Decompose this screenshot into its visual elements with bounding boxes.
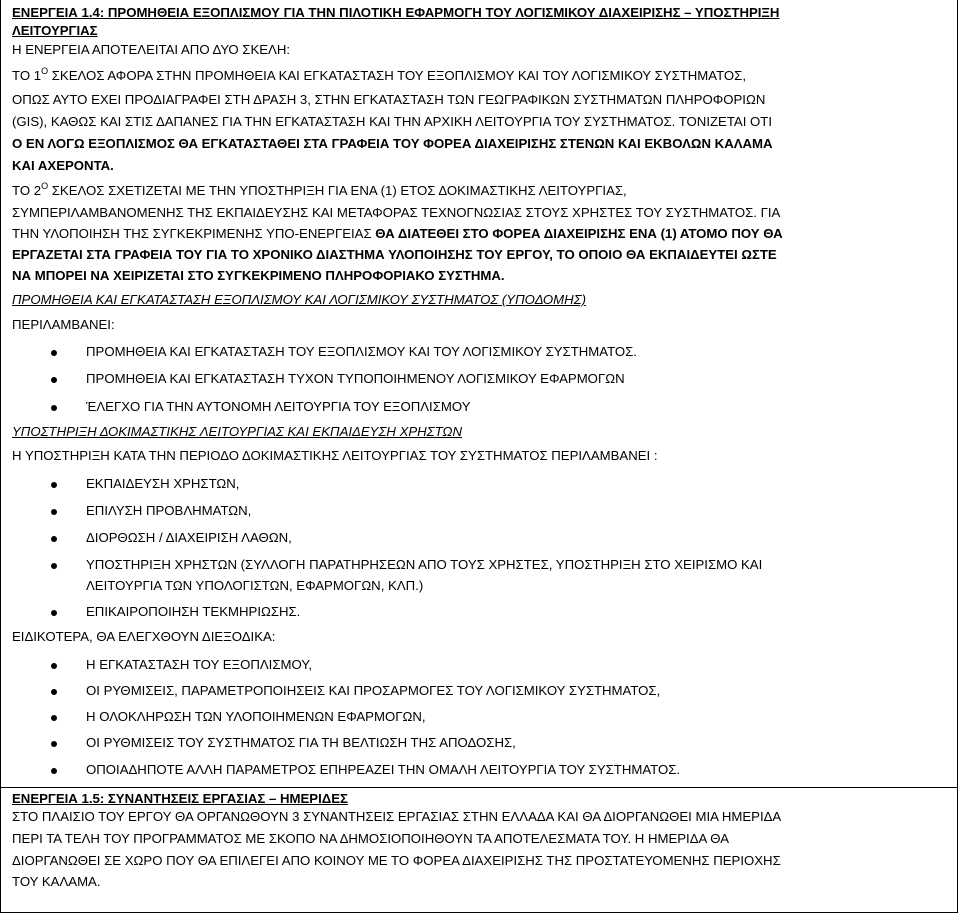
subsection-support-title: ΥΠΟΣΤΗΡΙΞΗ ΔΟΚΙΜΑΣΤΙΚΗΣ ΛΕΙΤΟΥΡΓΙΑΣ ΚΑΙ ΕΚΠΑΙΔΕΥΣΗ ΧΡΗΣΤΩΝ xyxy=(12,424,462,439)
support-list-item-continuation: ΛΕΙΤΟΥΡΓΙΑ ΤΩΝ ΥΠΟΛΟΓΙΣΤΩΝ, ΕΦΑΡΜΟΓΩΝ, ΚΛΠ.) xyxy=(86,577,424,593)
subsection-support-intro: Η ΥΠΟΣΤΗΡΙΞΗ ΚΑΤΑ ΤΗΝ ΠΕΡΙΟΔΟ ΔΟΚΙΜΑΣΤΙΚΗΣ ΛΕΙΤΟΥΡΓΙΑΣ ΤΟΥ ΣΥΣΤΗΜΑΤΟΣ ΠΕΡΙΛΑΜΒΑΝΕΙ : xyxy=(12,448,658,463)
part2-line-3 xyxy=(12,224,947,245)
checks-list-item: Η ΟΛΟΚΛΗΡΩΣΗ ΤΩΝ ΥΛΟΠΟΙΗΜΕΝΩΝ ΕΦΑΡΜΟΓΩΝ, xyxy=(54,707,874,728)
part1-bold-line-1: Ο ΕΝ ΛΟΓΩ ΕΞΟΠΛΙΣΜΟΣ ΘΑ ΕΓΚΑΤΑΣΤΑΘΕΙ ΣΤΑ ΓΡΑΦΕΙΑ ΤΟΥ ΦΟΡΕΑ ΔΙΑΧΕΙΡΙΣΗΣ ΣΤΕΝΩΝ ΚΑΙ ΕΚΒΟΛΩΝ ΚΑΛΑΜΑ xyxy=(12,136,773,151)
part2-bold-line-1: ΕΡΓΑΖΕΤΑΙ ΣΤΑ ΓΡΑΦΕΙΑ ΤΟΥ ΓΙΑ ΤΟ ΧΡΟΝΙΚΟ ΔΙΑΣΤΗΜΑ ΥΛΟΠΟΙΗΣΗΣ ΤΟΥ ΕΡΓΟΥ, ΤΟ ΟΠΟΙΟ ΘΑ ΕΚΠΑΙΔΕΥΤΕΙ ΩΣΤΕ xyxy=(12,247,777,262)
part2-line-3-bold: ΘΑ ΔΙΑΤΕΘΕΙ ΣΤΟ ΦΟΡΕΑ ΔΙΑΧΕΙΡΙΣΗΣ ΕΝΑ (1) ΑΤΟΜΟ ΠΟΥ ΘΑ xyxy=(375,226,783,241)
support-list-item: ΕΚΠΑΙΔΕΥΣΗ ΧΡΗΣΤΩΝ, xyxy=(54,474,874,495)
bullet-icon xyxy=(51,741,57,747)
part2-bold-line-2: ΝΑ ΜΠΟΡΕΙ ΝΑ ΧΕΙΡΙΖΕΤΑΙ ΣΤΟ ΣΥΓΚΕΚΡΙΜΕΝΟ ΠΛΗΡΟΦΟΡΙΑΚΟ ΣΥΣΤΗΜΑ. xyxy=(12,268,505,283)
part2-prefix: ΤΟ 2 xyxy=(12,183,42,198)
activity-1-4-heading-line-2: ΛΕΙΤΟΥΡΓΙΑΣ xyxy=(12,23,98,38)
part2-line-1-text: ΣΚΕΛΟΣ ΣΧΕΤΙΖΕΤΑΙ ΜΕ ΤΗΝ ΥΠΟΣΤΗΡΙΞΗ ΓΙΑ ΕΝΑ (1) ΕΤΟΣ ΔΟΚΙΜΑΣΤΙΚΗΣ ΛΕΙΤΟΥΡΓΙΑΣ, xyxy=(48,183,627,198)
bullet-icon xyxy=(51,663,57,669)
checks-list-item: ΟΙ ΡΥΘΜΙΣΕΙΣ, ΠΑΡΑΜΕΤΡΟΠΟΙΗΣΕΙΣ ΚΑΙ ΠΡΟΣΑΡΜΟΓΕΣ ΤΟΥ ΛΟΓΙΣΜΙΚΟΥ ΣΥΣΤΗΜΑΤΟΣ, xyxy=(54,681,874,702)
procurement-list-item: ΈΛΕΓΧΟ ΓΙΑ ΤΗΝ ΑΥΤΟΝΟΜΗ ΛΕΙΤΟΥΡΓΙΑ ΤΟΥ ΕΞΟΠΛΙΣΜΟΥ xyxy=(54,397,874,418)
activity-1-4-cell xyxy=(1,0,957,788)
bullet-icon xyxy=(51,350,57,356)
subsection-checks-intro: ΕΙΔΙΚΟΤΕΡΑ, ΘΑ ΕΛΕΓΧΘΟΥΝ ΔΙΕΞΟΔΙΚΑ: xyxy=(12,629,276,644)
bullet-icon xyxy=(51,715,57,721)
activity-1-5-line-2: ΠΕΡΙ ΤΑ ΤΕΛΗ ΤΟΥ ΠΡΟΓΡΑΜΜΑΤΟΣ ΜΕ ΣΚΟΠΟ ΝΑ ΔΗΜΟΣΙΟΠΟΙΗΘΟΥΝ ΤΑ ΑΠΟΤΕΛΕΣΜΑΤΑ ΤΟΥ. Η ΗΜΕΡΙΔΑ ΘΑ xyxy=(12,831,730,846)
activity-1-5-line-4: ΤΟΥ ΚΑΛΑΜΑ. xyxy=(12,874,101,889)
bullet-icon xyxy=(51,482,57,488)
support-list-item: ΥΠΟΣΤΗΡΙΞΗ ΧΡΗΣΤΩΝ (ΣΥΛΛΟΓΗ ΠΑΡΑΤΗΡΗΣΕΩΝ ΑΠΟ ΤΟΥΣ ΧΡΗΣΤΕΣ, ΥΠΟΣΤΗΡΙΞΗ ΣΤΟ ΧΕΙΡΙΣΜΟ ΚΑΙ ΛΕΙΤΟΥΡΓΙΑ ΤΩΝ ΥΠΟΛΟΓΙΣΤΩΝ, ΕΦΑΡΜΟΓΩΝ, ΚΛΠ.) xyxy=(54,555,874,596)
part2-line-2: ΣΥΜΠΕΡΙΛΑΜΒΑΝΟΜΕΝΗΣ ΤΗΣ ΕΚΠΑΙΔΕΥΣΗΣ ΚΑΙ ΜΕΤΑΦΟΡΑΣ ΤΕΧΝΟΓΝΩΣΙΑΣ ΣΤΟΥΣ ΧΡΗΣΤΕΣ ΤΟΥ ΣΥΣΤΗΜΑΤΟΣ. ΓΙΑ xyxy=(12,205,781,220)
activity-1-5-heading: ΕΝΕΡΓΕΙΑ 1.5: ΣΥΝΑΝΤΗΣΕΙΣ ΕΡΓΑΣΙΑΣ – ΗΜΕΡΙΔΕΣ xyxy=(12,791,348,806)
activity-1-5-line-1: ΣΤΟ ΠΛΑΙΣΙΟ ΤΟΥ ΕΡΓΟΥ ΘΑ ΟΡΓΑΝΩΘΟΥΝ 3 ΣΥΝΑΝΤΗΣΕΙΣ ΕΡΓΑΣΙΑΣ ΣΤΗΝ ΕΛΛΑΔΑ ΚΑΙ ΘΑ ΔΙΟΡΓΑΝΩΘΕΙ ΜΙΑ ΗΜΕΡΙΔΑ xyxy=(12,809,782,824)
part1-line-2: ΟΠΩΣ ΑΥΤΟ ΕΧΕΙ ΠΡΟΔΙΑΓΡΑΦΕΙ ΣΤΗ ΔΡΑΣΗ 3, ΣΤΗΝ ΕΓΚΑΤΑΣΤΑΣΗ ΤΩΝ ΓΕΩΓΡΑΦΙΚΩΝ ΣΥΣΤΗΜΑΤΩΝ ΠΛΗΡΟΦΟΡΙΩΝ xyxy=(12,92,766,107)
part2-line-1 xyxy=(12,181,947,202)
bullet-icon xyxy=(51,610,57,616)
activity-1-5-line-3: ΔΙΟΡΓΑΝΩΘΕΙ ΣΕ ΧΩΡΟ ΠΟΥ ΘΑ ΕΠΙΛΕΓΕΙ ΑΠΟ ΚΟΙΝΟΥ ΜΕ ΤΟ ΦΟΡΕΑ ΔΙΑΧΕΙΡΙΣΗΣ ΤΗΣ ΠΡΟΣΤΑΤΕΥΟΜΕΝΗΣ ΠΕΡΙΟΧΗΣ xyxy=(12,853,781,868)
part1-bold-line-2: ΚΑΙ ΑΧΕΡΟΝΤΑ. xyxy=(12,158,114,173)
bullet-icon xyxy=(51,536,57,542)
part2-line-3-plain: ΤΗΝ ΥΛΟΠΟΙΗΣΗ ΤΗΣ ΣΥΓΚΕΚΡΙΜΕΝΗΣ ΥΠΟ-ΕΝΕΡΓΕΙΑΣ xyxy=(12,226,376,241)
subsection-procurement-intro: ΠΕΡΙΛΑΜΒΑΝΕΙ: xyxy=(12,317,115,332)
bullet-icon xyxy=(51,563,57,569)
part2-superscript: Ο xyxy=(41,181,49,191)
bullet-icon xyxy=(51,509,57,515)
procurement-list-item: ΠΡΟΜΗΘΕΙΑ ΚΑΙ ΕΓΚΑΤΑΣΤΑΣΗ ΤΟΥ ΕΞΟΠΛΙΣΜΟΥ ΚΑΙ ΤΟΥ ΛΟΓΙΣΜΙΚΟΥ ΣΥΣΤΗΜΑΤΟΣ. xyxy=(54,342,874,363)
activity-1-5-cell xyxy=(1,788,957,913)
part1-prefix: ΤΟ 1 xyxy=(12,68,42,83)
bullet-icon xyxy=(51,689,57,695)
support-list-item: ΔΙΟΡΘΩΣΗ / ΔΙΑΧΕΙΡΙΣΗ ΛΑΘΩΝ, xyxy=(54,528,874,549)
activity-1-4-heading-line-1: ΕΝΕΡΓΕΙΑ 1.4: ΠΡΟΜΗΘΕΙΑ ΕΞΟΠΛΙΣΜΟΥ ΓΙΑ ΤΗΝ ΠΙΛΟΤΙΚΗ ΕΦΑΡΜΟΓΗ ΤΟΥ ΛΟΓΙΣΜΙΚΟΥ ΔΙΑΧΕΙΡΙΣΗΣ – ΥΠΟΣΤΗΡΙΞΗ xyxy=(12,5,780,20)
support-list-item: ΕΠΙΚΑΙΡΟΠΟΙΗΣΗ ΤΕΚΜΗΡΙΩΣΗΣ. xyxy=(54,602,874,623)
checks-list-item: ΟΙ ΡΥΘΜΙΣΕΙΣ ΤΟΥ ΣΥΣΤΗΜΑΤΟΣ ΓΙΑ ΤΗ ΒΕΛΤΙΩΣΗ ΤΗΣ ΑΠΟΔΟΣΗΣ, xyxy=(54,733,874,754)
bullet-icon xyxy=(51,377,57,383)
checks-list-item: ΟΠΟΙΑΔΗΠΟΤΕ ΑΛΛΗ ΠΑΡΑΜΕΤΡΟΣ ΕΠΗΡΕΑΖΕΙ ΤΗΝ ΟΜΑΛΗ ΛΕΙΤΟΥΡΓΙΑ ΤΟΥ ΣΥΣΤΗΜΑΤΟΣ. xyxy=(54,760,874,781)
bullet-icon xyxy=(51,768,57,774)
bullet-icon xyxy=(51,405,57,411)
checks-list-item: Η ΕΓΚΑΤΑΣΤΑΣΗ ΤΟΥ ΕΞΟΠΛΙΣΜΟΥ, xyxy=(54,655,874,676)
part1-line-1-text: ΣΚΕΛΟΣ ΑΦΟΡΑ ΣΤΗΝ ΠΡΟΜΗΘΕΙΑ ΚΑΙ ΕΓΚΑΤΑΣΤΑΣΗ ΤΟΥ ΕΞΟΠΛΙΣΜΟΥ ΚΑΙ ΤΟΥ ΛΟΓΙΣΜΙΚΟΥ ΣΥΣΤΗΜΑΤΟΣ, xyxy=(48,68,747,83)
part1-line-1 xyxy=(12,66,947,87)
part1-line-3: (GIS), ΚΑΘΩΣ ΚΑΙ ΣΤΙΣ ΔΑΠΑΝΕΣ ΓΙΑ ΤΗΝ ΕΓΚΑΤΑΣΤΑΣΗ ΚΑΙ ΤΗΝ ΑΡΧΙΚΗ ΛΕΙΤΟΥΡΓΙΑ ΤΟΥ ΣΥΣΤΗΜΑΤΟΣ. ΤΟΝΙΖΕΤΑΙ ΟΤΙ xyxy=(12,114,773,129)
intro-text: Η ΕΝΕΡΓΕΙΑ ΑΠΟΤΕΛΕΙΤΑΙ ΑΠΟ ΔΥΟ ΣΚΕΛΗ: xyxy=(12,42,291,57)
subsection-procurement-title: ΠΡΟΜΗΘΕΙΑ ΚΑΙ ΕΓΚΑΤΑΣΤΑΣΗ ΕΞΟΠΛΙΣΜΟΥ ΚΑΙ ΛΟΓΙΣΜΙΚΟΥ ΣΥΣΤΗΜΑΤΟΣ (ΥΠΟΔΟΜΗΣ) xyxy=(12,292,586,307)
support-list-item: ΕΠΙΛΥΣΗ ΠΡΟΒΛΗΜΑΤΩΝ, xyxy=(54,501,874,522)
part1-superscript: Ο xyxy=(41,66,49,76)
procurement-list-item: ΠΡΟΜΗΘΕΙΑ ΚΑΙ ΕΓΚΑΤΑΣΤΑΣΗ ΤΥΧΟΝ ΤΥΠΟΠΟΙΗΜΕΝΟΥ ΛΟΓΙΣΜΙΚΟΥ ΕΦΑΡΜΟΓΩΝ xyxy=(54,369,874,390)
